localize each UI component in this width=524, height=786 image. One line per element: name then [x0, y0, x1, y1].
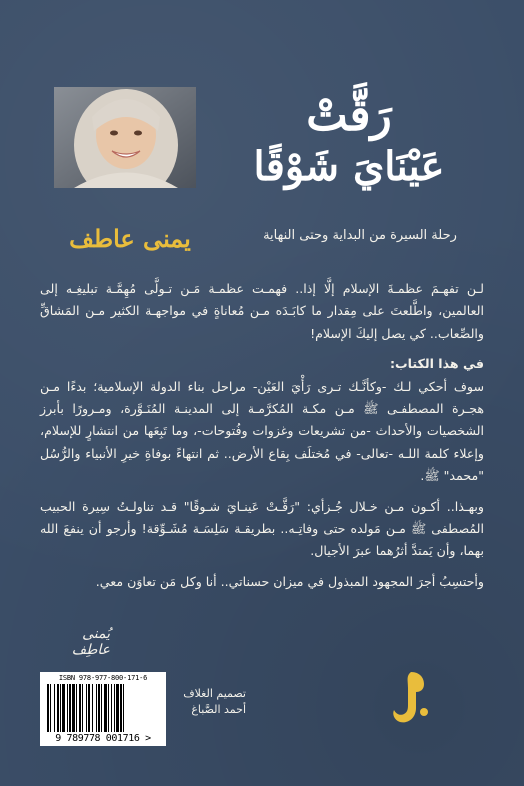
barcode-bar: [82, 684, 83, 732]
isbn-barcode: [40, 672, 166, 746]
barcode-bar: [72, 684, 75, 732]
book-title-line-2: عَيْنَايَ شَوْقًا: [253, 142, 445, 190]
barcode-bars: [47, 684, 159, 732]
barcode-bar: [79, 684, 81, 732]
blurb-intro: لـن تفهـمَ عظمـةَ الإسلام إلَّا إذا.. فهمـت عظمـة مَـن تـولَّى مُهِمَّـة تبليغِـه إلى العالمين، واطَّلعتَ على مِقدار ما كابَـدَه مـن مُعاناةٍ في مواجهـة الكثير مـن المَشاقِّ والصِّعاب.. كي يصل إليكَ الإسلام!: [40, 281, 484, 341]
barcode-bar: [67, 684, 68, 732]
cover-design-label: تصميم الغلاف: [183, 687, 246, 700]
author-portrait-image: [54, 87, 196, 188]
isbn-digits: 9 789778 001716 >: [55, 733, 151, 744]
cover-design-credit: [176, 686, 246, 718]
barcode-bar: [62, 684, 65, 732]
blurb-closing-line: وأحتسِبُ أجرَ المجهود المبذول في ميزان حسناتي.. أنا وكل مَن تعاوَن معي.: [95, 573, 484, 589]
barcode-bar: [47, 684, 49, 732]
blurb: [40, 278, 484, 593]
publisher-logo: [380, 668, 442, 730]
barcode-bar: [108, 684, 109, 732]
barcode-bar: [96, 684, 97, 732]
barcode-bar: [104, 684, 107, 732]
barcode-bar: [123, 684, 124, 732]
blurb-closing-paragraph: وبهـذا.. أكـون مـن خـلال جُـزأي: "رَقَّـتْ عَينـايَ شـوقًا" قـد تناولـتُ سِيرة الحبيب المُصطفى ﷺ مـن مَولده حتى وفاتِـه.. بطريقـة سَلِسَـة مُشَـوِّقة! وأرجو أن ينفعَ الله بهما، وأن يَمتدَّ أثرُهما عبرَ الأجيال.: [40, 498, 484, 559]
barcode-bar: [50, 684, 51, 732]
author-signature: يُمنى عاطِف: [71, 626, 110, 658]
barcode-bar: [92, 684, 93, 732]
barcode-bar: [101, 684, 102, 732]
barcode-bar: [54, 684, 55, 732]
author-name: يمنى عاطف: [69, 224, 191, 253]
barcode-bar: [76, 684, 77, 732]
barcode-bar: [111, 684, 112, 732]
barcode-bar: [60, 684, 61, 732]
author-photo: [54, 87, 196, 188]
barcode-bar: [69, 684, 71, 732]
book-title: [224, 90, 474, 191]
barcode-bar: [86, 684, 87, 732]
barcode-bar: [120, 684, 122, 732]
cover-designer-name: أحمد الصَّباغ: [191, 703, 246, 716]
isbn-label: ISBN 978-977-800-171-6: [58, 674, 148, 682]
barcode-bar: [114, 684, 115, 732]
barcode-bar: [116, 684, 119, 732]
book-subtitle: رحلة السيرة من البداية وحتى النهاية: [263, 228, 457, 243]
blurb-section-heading: في هذا الكتاب:: [389, 356, 484, 372]
barcode-bar: [57, 684, 59, 732]
book-title-line-1: رَقَّتْ: [306, 90, 392, 141]
barcode-bar: [88, 684, 90, 732]
barcode-bar: [98, 684, 100, 732]
blurb-section-body: سوف أحكي لـك -وكأنَّـك تـرى رَأْيَ العَيْن- مراحل بناء الدولة الإسلامية؛ بدءًا مـن هجـرة المصطفـى ﷺ مـن مكـة المُكرَّمـة إلى المدينـة المُنَـوَّرة، ومـرورًا بأبرز الشخصيات والأحداث -من تشريعات وغزوات وفُتوحات-، وما تَبِعَها من انتشارٍ للإسلام، وإعلاء كلمة اللـه -تعالى- في مُختلَف بِقاع الأرض.. ثم انتهاءً بوفاةِ خيرِ الأنبياء والرُّسُل "محمد" ﷺ.: [40, 378, 484, 484]
